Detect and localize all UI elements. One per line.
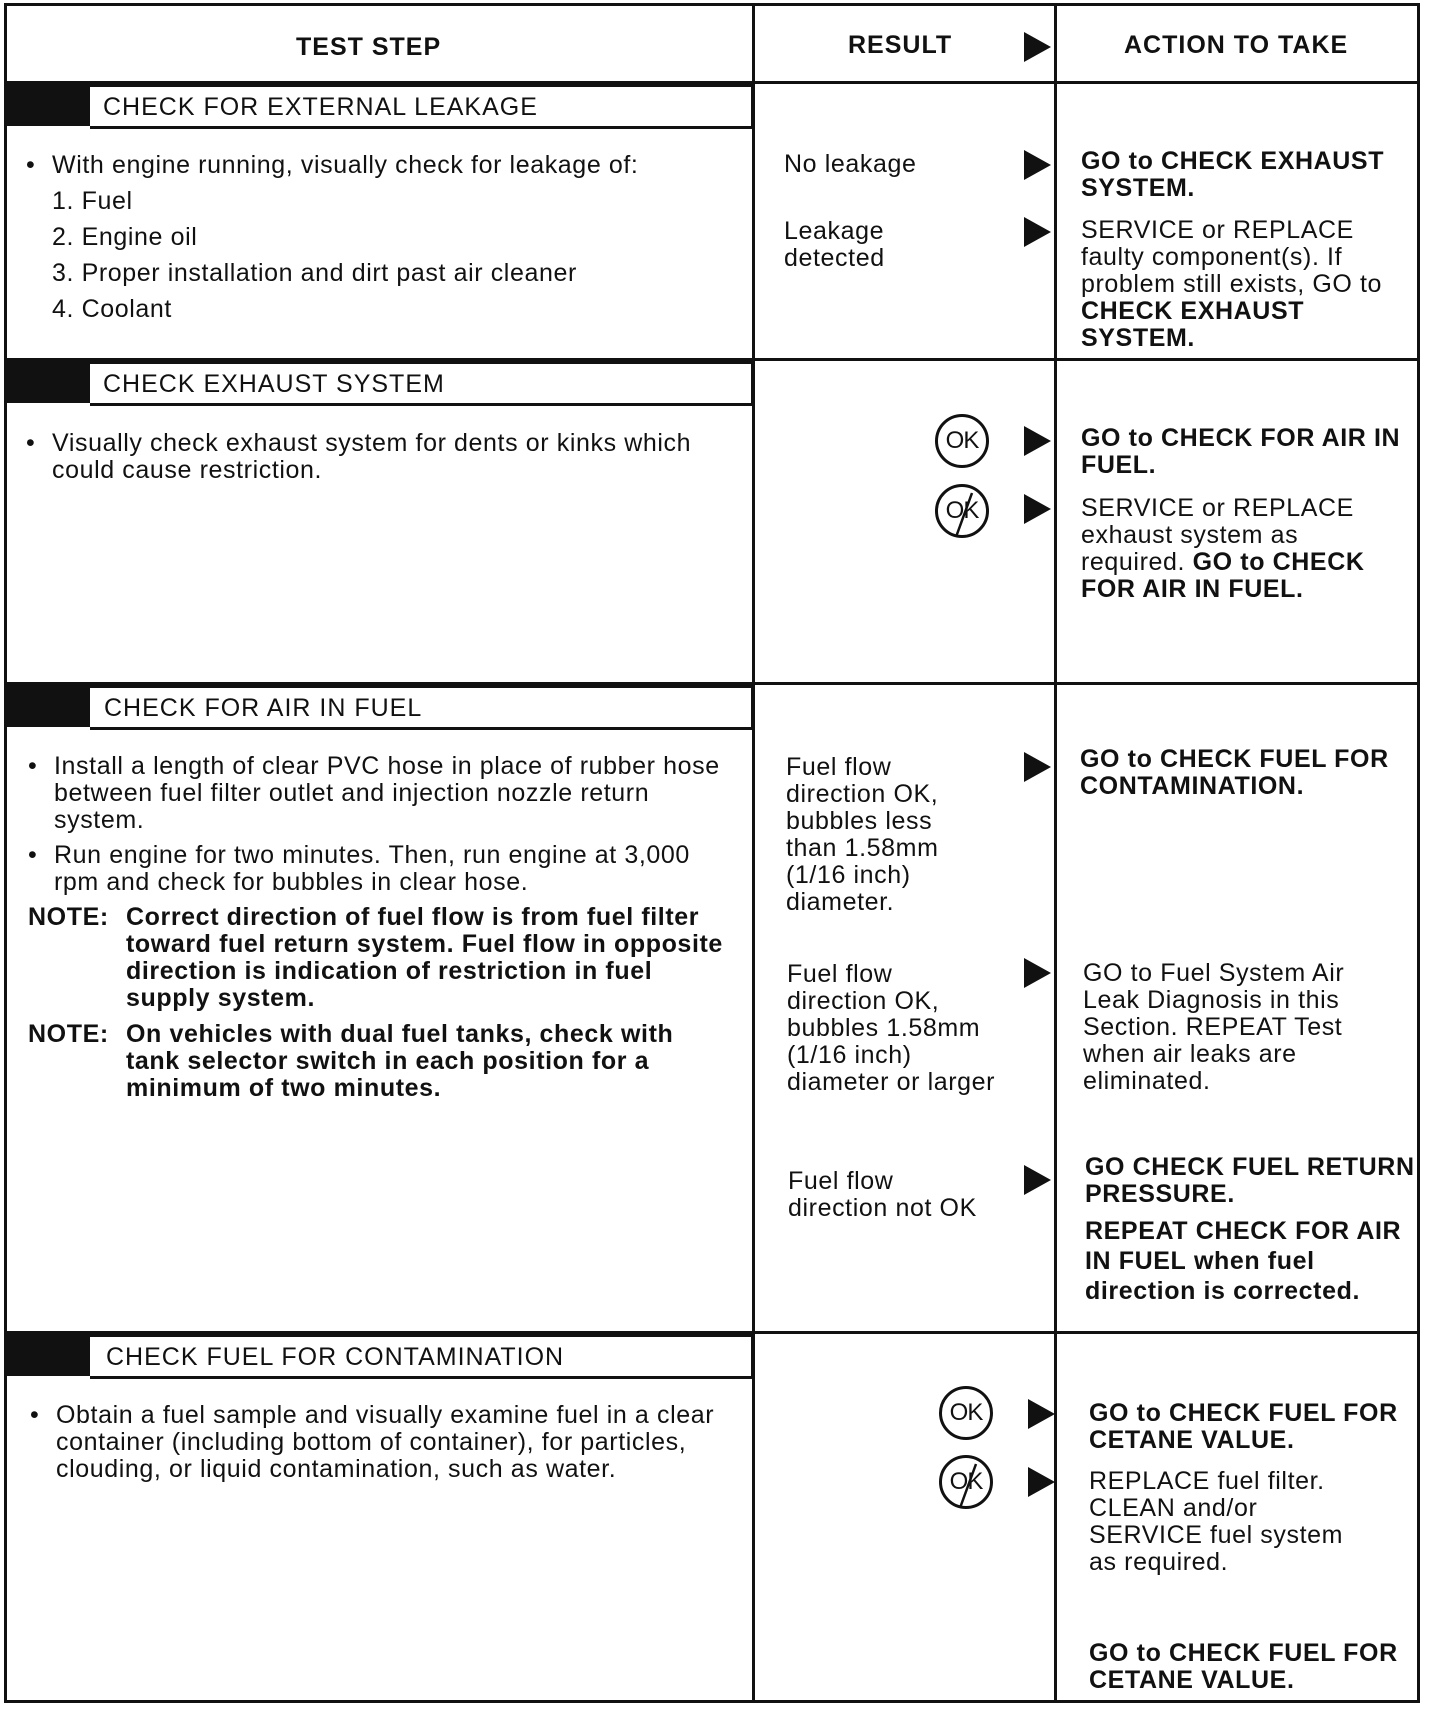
arrow-icon xyxy=(1028,1399,1055,1429)
column-header-test-step: TEST STEP xyxy=(296,33,442,61)
list-item: 1. Fuel xyxy=(52,187,133,215)
list-item: 2. Engine oil xyxy=(52,223,198,251)
result-text: Fuel flow direction not OK xyxy=(788,1167,977,1222)
arrow-icon xyxy=(1024,150,1051,180)
strike-icon xyxy=(938,487,992,541)
column-header-result: RESULT xyxy=(848,31,953,59)
note: NOTE: On vehicles with dual fuel tanks, check with tank selector switch in each position for a minimum of two minutes. xyxy=(28,1020,674,1102)
result-text: Fuel flow direction OK, bubbles 1.58mm (1/16 inch) diameter or larger xyxy=(787,960,996,1096)
action-text: GO to Fuel System Air Leak Diagnosis in this Section. REPEAT Test when air leaks are eliminated. xyxy=(1083,959,1345,1095)
ok-symbol-icon: OK xyxy=(939,1386,993,1440)
column-divider-result-action xyxy=(1054,3,1057,1703)
arrow-icon xyxy=(1024,426,1051,456)
action-text: SERVICE or REPLACE faulty component(s). If problem still exists, GO to CHECK EXHAUST SYSTEM. xyxy=(1081,216,1383,352)
list-item: • Run engine for two minutes. Then, run engine at 3,000 rpm and check for bubbles in clear hose. xyxy=(28,841,690,896)
note: NOTE: Correct direction of fuel flow is from fuel filter toward fuel return system. Fuel flow in opposite direction is indication of restriction in fuel supply system. xyxy=(28,903,723,1012)
action-text: GO to CHECK FUEL FOR CETANE VALUE. xyxy=(1089,1399,1398,1454)
header-arrow-icon xyxy=(1024,32,1051,62)
ok-symbol-icon: OK xyxy=(935,414,989,468)
step-instructions xyxy=(28,753,733,1102)
action-text: SERVICE or REPLACE exhaust system as required. GO to CHECK FOR AIR IN FUEL. xyxy=(1081,494,1365,603)
section-title-contamination: CHECK FUEL FOR CONTAMINATION xyxy=(106,1343,565,1371)
list-item: • Install a length of clear PVC hose in place of rubber hose between fuel filter outlet and injection nozzle return system. xyxy=(28,752,720,834)
result-text: Leakage detected xyxy=(784,217,885,272)
action-text: GO to CHECK FUEL FOR CONTAMINATION. xyxy=(1080,745,1389,800)
action-text: REPLACE fuel filter. CLEAN and/or SERVICE fuel system as required. GO to CHECK FUEL FOR CETANE VALUE. xyxy=(1089,1467,1398,1694)
section-title-exhaust-system: CHECK EXHAUST SYSTEM xyxy=(103,370,445,398)
strike-icon xyxy=(942,1458,996,1512)
result-text: Fuel flow direction OK, bubbles less than 1.58mm (1/16 inch) diameter. xyxy=(786,753,939,916)
section-title-external-leakage: CHECK FOR EXTERNAL LEAKAGE xyxy=(103,93,538,121)
list-item: • With engine running, visually check for leakage of: xyxy=(26,151,639,179)
column-divider-step-result xyxy=(752,3,755,1703)
section-title-air-in-fuel: CHECK FOR AIR IN FUEL xyxy=(104,694,423,722)
arrow-icon xyxy=(1028,1467,1055,1497)
section-marker-block xyxy=(4,361,90,403)
arrow-icon xyxy=(1024,1165,1051,1195)
list-item: 4. Coolant xyxy=(52,295,172,323)
action-text: GO to CHECK EXHAUST SYSTEM. xyxy=(1081,147,1385,202)
action-text: GO CHECK FUEL RETURN PRESSURE. REPEAT CHECK FOR AIR IN FUEL when fuel direction is corrected. xyxy=(1085,1153,1415,1305)
list-item: 3. Proper installation and dirt past air cleaner xyxy=(52,259,577,287)
arrow-icon xyxy=(1024,752,1051,782)
arrow-icon xyxy=(1024,958,1051,988)
column-header-action: ACTION TO TAKE xyxy=(1124,31,1349,59)
section-marker-block xyxy=(4,84,90,126)
arrow-icon xyxy=(1024,494,1051,524)
step-instructions xyxy=(26,430,731,484)
arrow-icon xyxy=(1024,217,1051,247)
section-marker-block xyxy=(4,1334,90,1376)
result-text: No leakage xyxy=(784,150,917,178)
action-text: GO to CHECK FOR AIR IN FUEL. xyxy=(1081,424,1401,479)
list-item: • Visually check exhaust system for dents or kinks which could cause restriction. xyxy=(26,429,692,484)
step-instructions xyxy=(30,1402,735,1483)
not-ok-symbol-icon: OK xyxy=(935,484,989,538)
not-ok-symbol-icon: OK xyxy=(939,1455,993,1509)
list-item: • Obtain a fuel sample and visually examine fuel in a clear container (including bottom of container), for particles, clouding, or liquid contamination, such as water. xyxy=(30,1401,715,1483)
step-instructions xyxy=(26,152,731,332)
section-marker-block xyxy=(4,685,90,727)
